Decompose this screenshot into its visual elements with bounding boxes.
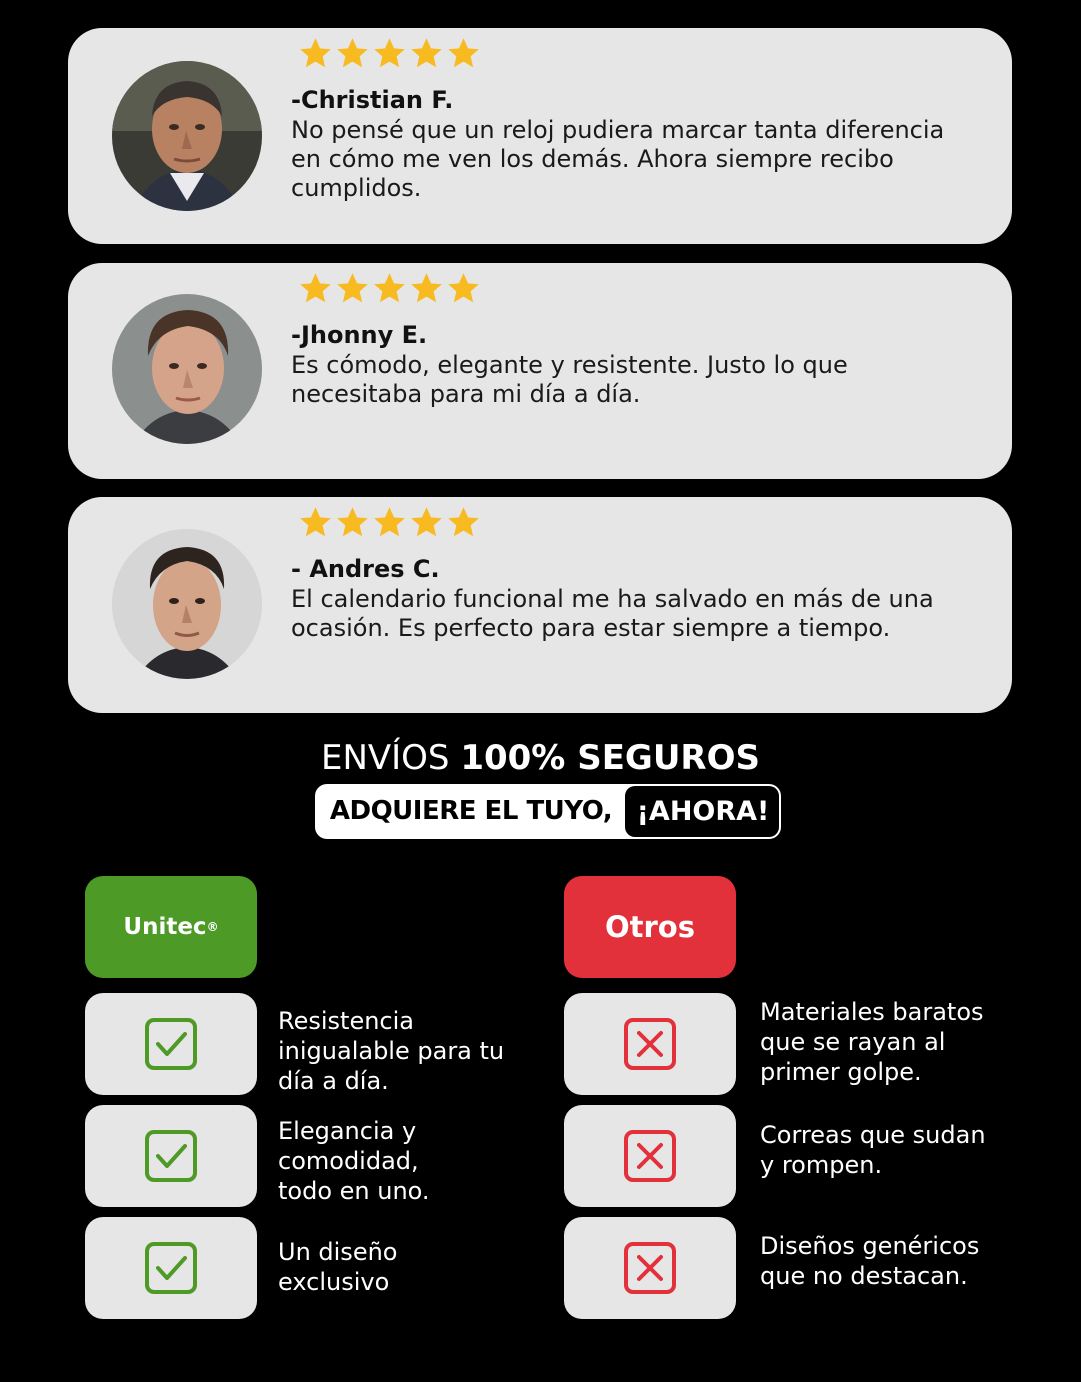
- cross-box: [564, 1217, 736, 1319]
- cross-box: [564, 993, 736, 1095]
- reviewer-name: -Jhonny E.: [291, 321, 428, 349]
- star-icon: [372, 271, 407, 306]
- unitec-feature: Elegancia y comodidad, todo en uno.: [278, 1117, 430, 1205]
- buy-now-cta[interactable]: [315, 784, 781, 839]
- shipping-prefix: ENVÍOS: [320, 738, 450, 778]
- check-box: [85, 993, 257, 1095]
- cta-now-button[interactable]: ¡AHORA!: [625, 786, 781, 837]
- avatar-photo-christian: [112, 61, 262, 211]
- star-icon: [409, 36, 444, 71]
- avatar: [112, 294, 262, 444]
- unitec-feature: Un diseño exclusivo: [278, 1238, 398, 1296]
- review-card: [68, 28, 1012, 244]
- star-icon: [409, 505, 444, 540]
- checkbox-check-icon: [144, 1017, 198, 1071]
- star-rating: [298, 505, 481, 545]
- star-icon: [446, 271, 481, 306]
- otros-label: Otros: [604, 910, 695, 944]
- unitec-feature: Resistencia inigualable para tu día a día.: [278, 1007, 505, 1095]
- star-rating: [298, 36, 481, 76]
- review-text: El calendario funcional me ha salvado en más de una ocasión. Es perfecto para estar siempre a tiempo.: [291, 585, 934, 642]
- star-icon: [335, 505, 370, 540]
- unitec-label: Unitec: [123, 914, 207, 940]
- review-text: No pensé que un reloj pudiera marcar tanta diferencia en cómo me ven los demás. Ahora siempre recibo cumplidos.: [291, 116, 945, 202]
- review-card: [68, 263, 1012, 479]
- cta-text: ADQUIERE EL TUYO,: [329, 796, 613, 826]
- otros-header: [564, 876, 736, 978]
- otros-feature: Diseños genéricos que no destacan.: [760, 1232, 980, 1290]
- avatar: [112, 529, 262, 679]
- star-icon: [335, 271, 370, 306]
- star-icon: [446, 505, 481, 540]
- checkbox-x-icon: [623, 1129, 677, 1183]
- star-icon: [298, 505, 333, 540]
- star-icon: [446, 36, 481, 71]
- avatar-photo-andres: [112, 529, 262, 679]
- avatar: [112, 61, 262, 211]
- checkbox-x-icon: [623, 1241, 677, 1295]
- star-icon: [372, 505, 407, 540]
- cross-box: [564, 1105, 736, 1207]
- checkbox-check-icon: [144, 1129, 198, 1183]
- checkbox-x-icon: [623, 1017, 677, 1071]
- review-text: Es cómodo, elegante y resistente. Justo lo que necesitaba para mi día a día.: [291, 351, 848, 408]
- registered-mark: ®: [206, 920, 219, 934]
- star-icon: [409, 271, 444, 306]
- review-card: [68, 497, 1012, 713]
- reviewer-name: - Andres C.: [291, 555, 440, 583]
- star-rating: [298, 271, 481, 311]
- star-icon: [335, 36, 370, 71]
- star-icon: [298, 36, 333, 71]
- checkbox-check-icon: [144, 1241, 198, 1295]
- shipping-headline: [0, 738, 1081, 778]
- otros-feature: Materiales baratos que se rayan al primer golpe.: [760, 998, 984, 1086]
- check-box: [85, 1217, 257, 1319]
- star-icon: [372, 36, 407, 71]
- reviewer-name: -Christian F.: [291, 86, 454, 114]
- unitec-header: [85, 876, 257, 978]
- star-icon: [298, 271, 333, 306]
- avatar-photo-jhonny: [112, 294, 262, 444]
- check-box: [85, 1105, 257, 1207]
- shipping-emphasis: 100% SEGUROS: [460, 738, 761, 778]
- otros-feature: Correas que sudan y rompen.: [760, 1121, 986, 1179]
